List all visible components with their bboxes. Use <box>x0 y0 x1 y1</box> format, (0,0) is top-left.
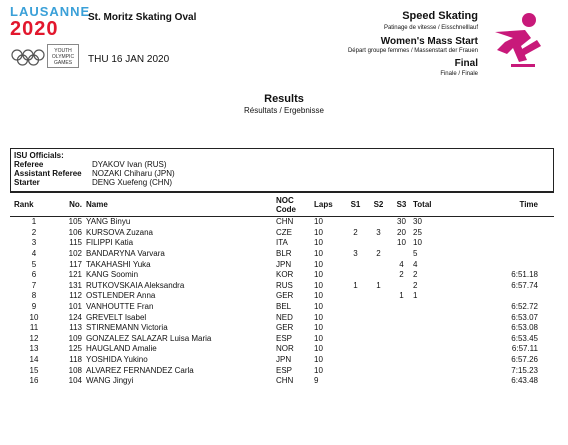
cell-s1 <box>344 334 367 345</box>
cell-s2 <box>367 259 390 270</box>
olympic-rings-icon <box>10 49 46 67</box>
cell-noc: ESP <box>276 333 293 343</box>
cell-s1 <box>344 238 367 249</box>
cell-rank: 15 <box>29 365 39 375</box>
cell-laps: 10 <box>314 227 323 237</box>
cell-noc: ITA <box>276 238 288 248</box>
cell-laps: 10 <box>314 365 323 375</box>
cell-name: VANHOUTTE Fran <box>86 302 154 312</box>
cell-s1 <box>344 217 367 228</box>
cell-s3 <box>390 344 413 355</box>
results-header-row <box>10 193 554 217</box>
cell-laps: 10 <box>314 217 323 227</box>
official-row <box>14 178 314 187</box>
lausanne-wordmark: LAUSANNE <box>10 4 91 19</box>
cell-name: TAKAHASHI Yuka <box>86 259 151 269</box>
cell-no: 118 <box>69 355 82 365</box>
results-body <box>10 217 554 387</box>
official-row <box>14 169 314 178</box>
cell-no: 121 <box>68 270 82 280</box>
cell-no: 108 <box>68 365 82 375</box>
cell-s1: 2 <box>353 227 358 237</box>
cell-no: 104 <box>68 376 82 386</box>
cell-name: HAUGLAND Amalie <box>86 344 157 354</box>
table-row <box>10 365 554 376</box>
cell-s3: 2 <box>399 270 404 280</box>
official-role: Starter <box>14 178 40 187</box>
cell-total <box>413 323 439 334</box>
cell-total: 1 <box>413 291 418 301</box>
officials-heading: ISU Officials: <box>14 151 64 160</box>
cell-s2: 1 <box>376 280 381 290</box>
cell-time: 6:51.18 <box>511 270 538 280</box>
col-s2: S2 <box>367 193 390 217</box>
cell-time <box>439 259 554 270</box>
official-role: Referee <box>14 160 44 169</box>
cell-time: 6:57.26 <box>511 355 538 365</box>
table-row <box>10 259 554 270</box>
cell-s2 <box>367 302 390 313</box>
cell-time: 6:53.07 <box>511 312 538 322</box>
cell-total <box>413 312 439 323</box>
cell-no: 131 <box>68 280 82 290</box>
sport-title: Speed Skating <box>402 10 478 22</box>
cell-noc: RUS <box>276 280 293 290</box>
cell-s1 <box>344 270 367 281</box>
col-rank: Rank <box>10 193 58 217</box>
official-name: NOZAKI Chiharu (JPN) <box>92 169 175 178</box>
cell-rank: 5 <box>31 259 37 269</box>
table-row <box>10 228 554 239</box>
cell-laps: 10 <box>314 344 323 354</box>
cell-no: 113 <box>69 323 82 333</box>
col-name: Name <box>86 193 276 217</box>
col-no: No. <box>58 193 86 217</box>
results-table <box>10 192 554 387</box>
cell-s2 <box>367 291 390 302</box>
col-s1: S1 <box>344 193 367 217</box>
cell-total <box>413 355 439 366</box>
table-row <box>10 217 554 228</box>
cell-total <box>413 376 439 387</box>
cell-laps: 10 <box>314 302 323 312</box>
cell-time: 6:57.11 <box>511 344 538 354</box>
cell-s1 <box>344 291 367 302</box>
cell-no: 102 <box>68 249 82 259</box>
cell-noc: JPN <box>276 355 292 365</box>
cell-s2 <box>367 334 390 345</box>
cell-laps: 10 <box>314 238 323 248</box>
cell-total <box>413 302 439 313</box>
cell-noc: NED <box>276 312 293 322</box>
cell-noc: ESP <box>276 365 293 375</box>
col-laps: Laps <box>314 193 344 217</box>
table-row <box>10 312 554 323</box>
cell-s3 <box>390 302 413 313</box>
cell-noc: BEL <box>276 302 292 312</box>
cell-noc: GER <box>276 291 294 301</box>
cell-s2 <box>367 238 390 249</box>
cell-s2 <box>367 270 390 281</box>
cell-s1 <box>344 355 367 366</box>
cell-rank: 8 <box>31 291 37 301</box>
cell-laps: 10 <box>314 333 323 343</box>
cell-rank: 11 <box>29 323 39 333</box>
cell-laps: 10 <box>314 259 323 269</box>
cell-no: 101 <box>68 302 82 312</box>
cell-s2 <box>367 355 390 366</box>
cell-laps: 10 <box>314 355 323 365</box>
cell-s1 <box>344 259 367 270</box>
venue: St. Moritz Skating Oval <box>88 12 197 23</box>
table-row <box>10 281 554 292</box>
cell-noc: CHN <box>276 376 294 386</box>
cell-total: 30 <box>413 217 422 227</box>
cell-s1 <box>344 302 367 313</box>
cell-s3: 10 <box>397 238 406 248</box>
cell-total: 5 <box>413 249 418 259</box>
cell-total: 2 <box>413 270 418 280</box>
cell-s1 <box>344 365 367 376</box>
cell-s3 <box>390 281 413 292</box>
cell-laps: 10 <box>314 270 323 280</box>
cell-time: 6:57.74 <box>511 280 538 290</box>
cell-rank: 10 <box>29 312 39 322</box>
cell-no: 109 <box>68 333 82 343</box>
cell-total: 2 <box>413 280 418 290</box>
cell-total: 4 <box>413 259 418 269</box>
table-row <box>10 302 554 313</box>
cell-no: 124 <box>68 312 82 322</box>
cell-laps: 10 <box>314 323 323 333</box>
cell-no: 115 <box>69 238 82 248</box>
cell-s1: 3 <box>353 249 358 259</box>
cell-noc: KOR <box>276 270 294 280</box>
event-date: THU 16 JAN 2020 <box>88 54 170 65</box>
cell-s2 <box>367 344 390 355</box>
cell-rank: 14 <box>29 355 39 365</box>
cell-rank: 1 <box>31 217 37 227</box>
cell-name: GONZALEZ SALAZAR Luisa Maria <box>86 333 212 343</box>
cell-s1 <box>344 344 367 355</box>
cell-rank: 16 <box>29 376 39 386</box>
cell-name: YOSHIDA Yukino <box>86 355 148 365</box>
col-s3: S3 <box>390 193 413 217</box>
cell-s1 <box>344 312 367 323</box>
cell-laps: 10 <box>314 312 323 322</box>
cell-time <box>439 291 554 302</box>
cell-noc: BLR <box>276 249 292 259</box>
cell-rank: 4 <box>31 249 37 259</box>
cell-time: 6:43.48 <box>511 376 538 386</box>
cell-name: YANG Binyu <box>86 217 131 227</box>
cell-rank: 6 <box>31 270 37 280</box>
table-row <box>10 376 554 387</box>
table-row <box>10 334 554 345</box>
cell-s1 <box>344 376 367 387</box>
cell-noc: CHN <box>276 217 294 227</box>
cell-laps: 9 <box>314 376 319 386</box>
cell-no: 106 <box>68 227 82 237</box>
cell-no: 105 <box>68 217 82 227</box>
logo-year: 2020 <box>10 18 59 40</box>
cell-name: OSTLENDER Anna <box>86 291 156 301</box>
cell-rank: 9 <box>31 302 37 312</box>
phase-subtitle: Finale / Finale <box>440 71 478 77</box>
page-title: Results <box>264 93 304 105</box>
table-row <box>10 291 554 302</box>
cell-total <box>413 365 439 376</box>
cell-s2: 3 <box>376 227 381 237</box>
cell-s3: 30 <box>397 217 406 227</box>
cell-rank: 7 <box>31 280 37 290</box>
cell-name: STIRNEMANN Victoria <box>86 323 168 333</box>
cell-time <box>439 249 554 260</box>
cell-s2 <box>367 217 390 228</box>
cell-time: 6:53.45 <box>511 333 538 343</box>
cell-s3: 4 <box>399 259 404 269</box>
cell-laps: 10 <box>314 280 323 290</box>
col-noc: NOC Code <box>276 193 314 217</box>
cell-s3 <box>390 323 413 334</box>
cell-name: ALVAREZ FERNANDEZ Carla <box>86 365 194 375</box>
cell-name: FILIPPI Katia <box>86 238 134 248</box>
cell-time <box>439 238 554 249</box>
cell-s2 <box>367 312 390 323</box>
speed-skater-pictogram-icon <box>487 10 549 72</box>
cell-time: 7:15.23 <box>511 365 538 375</box>
cell-s3 <box>390 334 413 345</box>
table-row <box>10 344 554 355</box>
cell-rank: 3 <box>31 238 37 248</box>
cell-total <box>413 334 439 345</box>
table-row <box>10 270 554 281</box>
youth-olympic-games-badge: YOUTH OLYMPIC GAMES <box>47 44 79 68</box>
cell-s2: 2 <box>376 249 381 259</box>
page-subtitle: Résultats / Ergebnisse <box>243 106 325 115</box>
officials-box <box>10 148 554 192</box>
table-row <box>10 323 554 334</box>
cell-total: 10 <box>413 238 422 248</box>
cell-laps: 10 <box>314 249 323 259</box>
cell-s3 <box>390 312 413 323</box>
col-time: Time <box>439 193 554 217</box>
cell-rank: 12 <box>29 333 39 343</box>
cell-s2 <box>367 365 390 376</box>
cell-name: WANG Jingyi <box>86 376 134 386</box>
official-name: DYAKOV Ivan (RUS) <box>92 160 167 169</box>
cell-name: GREVELT Isabel <box>86 312 147 322</box>
cell-s2 <box>367 323 390 334</box>
cell-total <box>413 344 439 355</box>
cell-laps: 10 <box>314 291 323 301</box>
cell-s3: 1 <box>399 291 404 301</box>
cell-name: BANDARYNA Varvara <box>86 249 165 259</box>
cell-s1 <box>344 323 367 334</box>
official-name: DENG Xuefeng (CHN) <box>92 178 173 187</box>
col-total: Total <box>413 193 439 217</box>
cell-time <box>439 228 554 239</box>
event-subtitle: Départ groupe femmes / Massenstart der Frauen <box>347 48 478 54</box>
cell-s2 <box>367 376 390 387</box>
cell-name: KURSOVA Zuzana <box>86 227 153 237</box>
cell-time: 6:53.08 <box>511 323 538 333</box>
official-row <box>14 160 314 169</box>
cell-noc: CZE <box>276 227 292 237</box>
cell-time: 6:52.72 <box>511 302 538 312</box>
sport-subtitle: Patinage de vitesse / Eisschnelllauf <box>383 25 478 31</box>
table-row <box>10 238 554 249</box>
cell-s3 <box>390 355 413 366</box>
cell-time <box>439 217 554 228</box>
phase-title: Final <box>454 58 478 69</box>
event-title: Women's Mass Start <box>380 36 478 47</box>
cell-rank: 2 <box>31 227 37 237</box>
cell-name: RUTKOVSKAIA Aleksandra <box>86 280 185 290</box>
official-role: Assistant Referee <box>14 169 82 178</box>
cell-s3 <box>390 376 413 387</box>
cell-s1: 1 <box>353 280 358 290</box>
cell-no: 125 <box>68 344 82 354</box>
cell-s3 <box>390 249 413 260</box>
cell-noc: GER <box>276 323 294 333</box>
cell-s3: 20 <box>397 227 406 237</box>
table-row <box>10 355 554 366</box>
table-row <box>10 249 554 260</box>
cell-no: 117 <box>69 259 82 269</box>
cell-total: 25 <box>413 227 422 237</box>
cell-noc: JPN <box>276 259 292 269</box>
cell-rank: 13 <box>29 344 39 354</box>
cell-no: 112 <box>69 291 82 301</box>
cell-s3 <box>390 365 413 376</box>
cell-name: KANG Soomin <box>86 270 139 280</box>
cell-noc: NOR <box>276 344 294 354</box>
